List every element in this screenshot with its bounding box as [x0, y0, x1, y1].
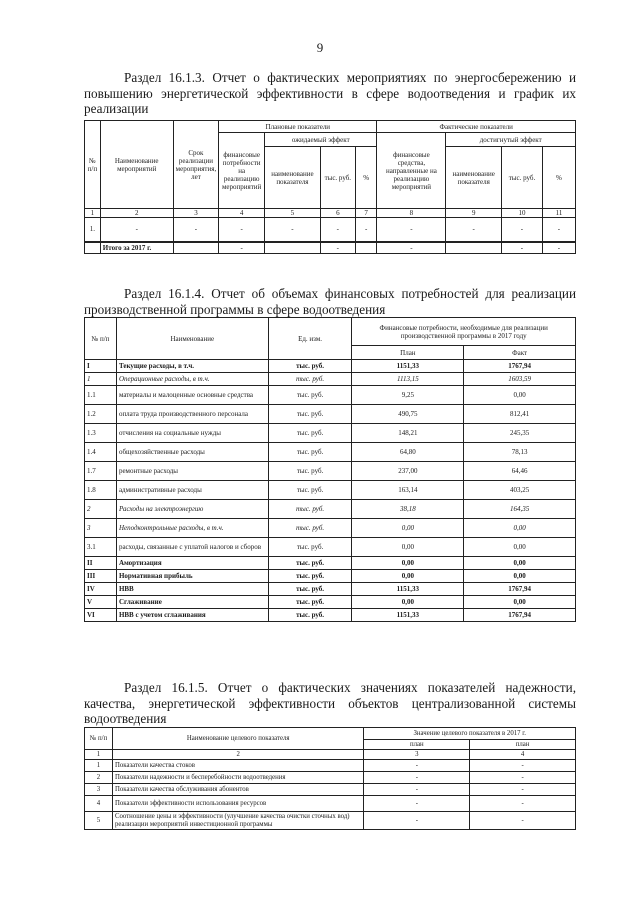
table-row — [85, 405, 576, 424]
cell-plan: 1151,33 — [352, 583, 464, 596]
col-num: № п/п — [85, 728, 113, 750]
cell-plan: 9,25 — [352, 386, 464, 405]
cell-num: 1 — [85, 760, 113, 772]
section-text: Отчет о фактических мероприятиях по энергосбережению и повышению энергетической эффективности в сфере водоотведения и график их реализации — [84, 70, 576, 116]
cell-fact: 0,00 — [464, 596, 576, 609]
cell-plan: 38,18 — [352, 500, 464, 519]
table-row — [85, 796, 576, 812]
cell-name: материалы и малоценные основные средства — [116, 386, 268, 405]
cell-plan: - — [364, 812, 470, 830]
cell-unit: тыс. руб. — [268, 500, 352, 519]
cell-fact: 0,00 — [464, 386, 576, 405]
section-text: Отчет о фактических значениях показателей надежности, качества, энергетической эффективности объектов централизованной системы водоотведения — [84, 680, 577, 726]
cell-fact: 78,13 — [464, 443, 576, 462]
cell-num: 1.2 — [85, 405, 117, 424]
cell-name: НВВ с учетом сглаживания — [116, 609, 268, 622]
cell-plan: - — [364, 796, 470, 812]
cell-unit: тыс. руб. — [268, 596, 352, 609]
col-unit: Ед. изм. — [268, 318, 352, 360]
cell-name: Показатели эффективности использования ресурсов — [112, 796, 363, 812]
col-fact-pct: % — [542, 147, 575, 209]
section-prefix: Раздел 16.1.5. — [124, 680, 208, 695]
cell-fact: - — [470, 784, 576, 796]
cell-plan: 163,14 — [352, 481, 464, 500]
page-number: 9 — [316, 40, 324, 55]
cell-plan: - — [364, 784, 470, 796]
cell-num: I — [85, 360, 117, 373]
cell-name: Нормативная прибыль — [116, 570, 268, 583]
cell-fact: - — [470, 760, 576, 772]
reliability-indicators-table — [84, 727, 576, 830]
cell-name: Сглаживание — [116, 596, 268, 609]
table-row — [85, 570, 576, 583]
col-name: Наименование целевого показателя — [112, 728, 363, 750]
table-row — [85, 373, 576, 386]
col-fact-fin: финансовые средства, направленные на реализацию мероприятий — [377, 133, 446, 209]
col-plan: План — [352, 346, 464, 360]
section-16-1-4-title — [84, 286, 576, 317]
cell-plan: 237,00 — [352, 462, 464, 481]
cell-fact: 1767,94 — [464, 609, 576, 622]
cell-plan: 148,21 — [352, 424, 464, 443]
section-text: Отчет об объемах финансовых потребностей для реализации производственной программы в сфере водоотведения — [84, 286, 576, 317]
cell-unit: тыс. руб. — [268, 557, 352, 570]
col-name: Наименование мероприятий — [100, 121, 173, 209]
cell-unit: тыс. руб. — [268, 405, 352, 424]
cell-num: VI — [85, 609, 117, 622]
cell-name: оплата труда производственного персонала — [116, 405, 268, 424]
col-fact: план — [470, 740, 576, 750]
col-term: Срок реализации мероприятия, лет — [173, 121, 219, 209]
financial-needs-table — [84, 317, 576, 622]
cell-num: 1.7 — [85, 462, 117, 481]
cell-unit: тыс. руб. — [268, 443, 352, 462]
col-group: Финансовые потребности, необходимые для реализации производственной программы в 2017 году — [352, 318, 576, 346]
energy-measures-table — [84, 120, 576, 254]
cell-num: 1.3 — [85, 424, 117, 443]
cell-num: 1.8 — [85, 481, 117, 500]
cell-plan: - — [364, 760, 470, 772]
cell-fact: - — [470, 796, 576, 812]
column-numbers-row: 1 2 3 4 5 6 7 8 9 10 11 — [85, 209, 576, 218]
cell-fact: 64,46 — [464, 462, 576, 481]
cell-unit: тыс. руб. — [268, 609, 352, 622]
cell-unit: тыс. руб. — [268, 462, 352, 481]
cell-num: II — [85, 557, 117, 570]
cell-num: 3 — [85, 519, 117, 538]
cell-plan: 490,75 — [352, 405, 464, 424]
cell-plan: 0,00 — [352, 519, 464, 538]
table-row — [85, 596, 576, 609]
table-row — [85, 519, 576, 538]
total-row: Итого за 2017 г. - - - - - — [85, 242, 576, 254]
cell-unit: тыс. руб. — [268, 570, 352, 583]
col-expected: ожидаемый эффект — [265, 133, 377, 147]
col-plan-fin: финансовые потребности на реализацию мероприятий — [219, 133, 265, 209]
cell-fact: 164,35 — [464, 500, 576, 519]
cell-name: НВВ — [116, 583, 268, 596]
cell-unit: тыс. руб. — [268, 519, 352, 538]
table-row — [85, 360, 576, 373]
cell-name: Операционные расходы, в т.ч. — [116, 373, 268, 386]
cell-fact: 245,35 — [464, 424, 576, 443]
col-plan: план — [364, 740, 470, 750]
cell-num: 3.1 — [85, 538, 117, 557]
col-num: № п/п — [85, 121, 101, 209]
cell-plan: 64,80 — [352, 443, 464, 462]
cell-plan: 0,00 — [352, 596, 464, 609]
table-row — [85, 443, 576, 462]
cell-unit: тыс. руб. — [268, 538, 352, 557]
cell-unit: тыс. руб. — [268, 360, 352, 373]
section-16-1-5-title — [84, 680, 576, 727]
table-row — [85, 812, 576, 830]
table-row: 1. - - - - - - - - - - — [85, 218, 576, 242]
section-prefix: Раздел 16.1.3. — [124, 70, 205, 85]
col-group: Значение целевого показателя в 2017 г. — [364, 728, 576, 740]
table-row — [85, 538, 576, 557]
cell-plan: 1151,33 — [352, 609, 464, 622]
cell-name: административные расходы — [116, 481, 268, 500]
cell-num: 2 — [85, 772, 113, 784]
column-numbers-row: 1 2 3 4 — [85, 750, 576, 760]
cell-plan: 0,00 — [352, 570, 464, 583]
cell-unit: тыс. руб. — [268, 386, 352, 405]
cell-name: расходы, связанные с уплатой налогов и сборов — [116, 538, 268, 557]
cell-plan: 0,00 — [352, 557, 464, 570]
col-plan-indicator: наименование показателя — [265, 147, 321, 209]
cell-num: 2 — [85, 500, 117, 519]
cell-name: Текущие расходы, в т.ч. — [116, 360, 268, 373]
section-prefix: Раздел 16.1.4. — [124, 286, 205, 301]
table-row — [85, 481, 576, 500]
table-row — [85, 424, 576, 443]
table-row — [85, 557, 576, 570]
cell-num: 3 — [85, 784, 113, 796]
cell-fact: 0,00 — [464, 538, 576, 557]
cell-plan: 1151,33 — [352, 360, 464, 373]
cell-name: Показатели качества обслуживания абонентов — [112, 784, 363, 796]
cell-fact: 0,00 — [464, 557, 576, 570]
cell-name: Амортизация — [116, 557, 268, 570]
cell-fact: 1767,94 — [464, 583, 576, 596]
cell-num: V — [85, 596, 117, 609]
cell-name: Соотношение цены и эффективности (улучшение качества очистки сточных вод) реализации мероприятий инвестиционной программы — [112, 812, 363, 830]
cell-num: IV — [85, 583, 117, 596]
table-row — [85, 784, 576, 796]
cell-fact: 0,00 — [464, 570, 576, 583]
cell-name: Показатели надежности и бесперебойности водоотведения — [112, 772, 363, 784]
table-row — [85, 462, 576, 481]
cell-name: ремонтные расходы — [116, 462, 268, 481]
cell-fact: 812,41 — [464, 405, 576, 424]
col-fact-tr: тыс. руб. — [502, 147, 543, 209]
cell-name: Расходы на электроэнергию — [116, 500, 268, 519]
cell-num: 1.1 — [85, 386, 117, 405]
cell-fact: - — [470, 812, 576, 830]
cell-num: 1 — [85, 373, 117, 386]
col-plan-tr: тыс. руб. — [320, 147, 355, 209]
table-row — [85, 772, 576, 784]
cell-fact: - — [470, 772, 576, 784]
table-row — [85, 386, 576, 405]
cell-plan: - — [364, 772, 470, 784]
cell-unit: тыс. руб. — [268, 373, 352, 386]
cell-name: Неподконтрольные расходы, в т.ч. — [116, 519, 268, 538]
cell-unit: тыс. руб. — [268, 481, 352, 500]
cell-name: общехозяйственные расходы — [116, 443, 268, 462]
cell-num: 5 — [85, 812, 113, 830]
col-fact: Факт — [464, 346, 576, 360]
cell-fact: 1603,59 — [464, 373, 576, 386]
col-planned: Плановые показатели — [219, 121, 377, 133]
col-actual: Фактические показатели — [377, 121, 576, 133]
cell-plan: 1113,15 — [352, 373, 464, 386]
cell-fact: 1767,94 — [464, 360, 576, 373]
table-row — [85, 760, 576, 772]
col-fact-indicator: наименование показателя — [446, 147, 502, 209]
cell-num: 4 — [85, 796, 113, 812]
col-achieved: достигнутый эффект — [446, 133, 576, 147]
table-row — [85, 609, 576, 622]
cell-fact: 0,00 — [464, 519, 576, 538]
section-16-1-3-title — [84, 70, 576, 117]
cell-num: 1.4 — [85, 443, 117, 462]
cell-plan: 0,00 — [352, 538, 464, 557]
col-name: Наименование — [116, 318, 268, 360]
cell-name: Показатели качества стоков — [112, 760, 363, 772]
cell-name: отчисления на социальные нужды — [116, 424, 268, 443]
table-row — [85, 500, 576, 519]
col-plan-pct: % — [355, 147, 377, 209]
cell-unit: тыс. руб. — [268, 424, 352, 443]
col-num: № п/п — [85, 318, 117, 360]
table-row — [85, 583, 576, 596]
cell-fact: 403,25 — [464, 481, 576, 500]
cell-unit: тыс. руб. — [268, 583, 352, 596]
cell-num: III — [85, 570, 117, 583]
